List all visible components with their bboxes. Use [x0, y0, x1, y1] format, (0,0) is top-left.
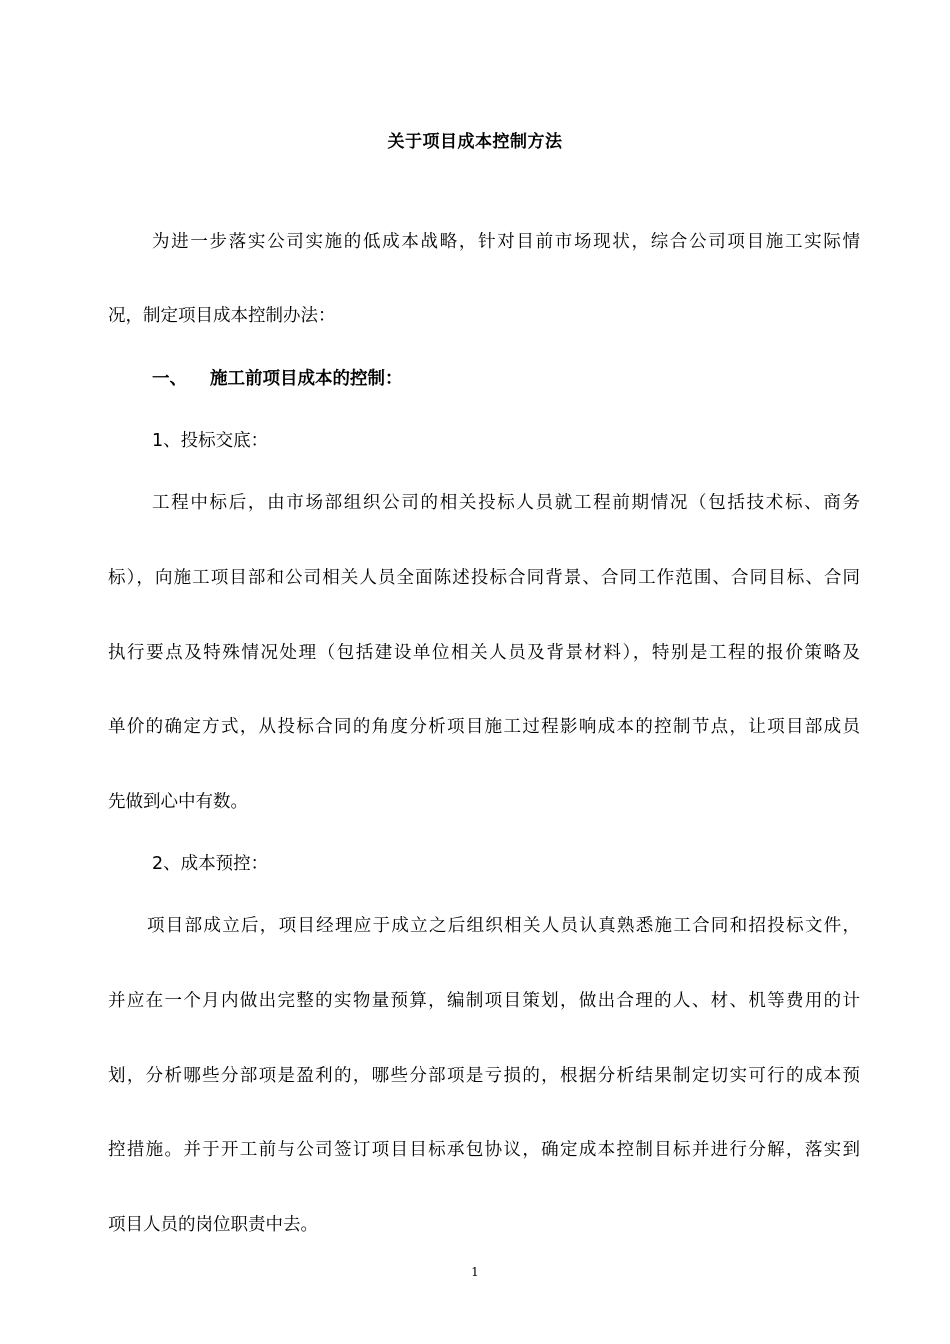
document-title: 关于项目成本控制方法 — [387, 132, 563, 152]
item2-line-3: 划，分析哪些分部项是盈利的，哪些分部项是亏损的，根据分析结果制定切实可行的成本预 — [108, 1066, 860, 1086]
item2-line-5: 项目人员的岗位职责中去。 — [108, 1215, 318, 1235]
section-heading — [152, 366, 403, 392]
page-number: 1 — [471, 1265, 479, 1279]
item1-line-5: 先做到心中有数。 — [108, 792, 248, 812]
item2-line-4: 控措施。并于开工前与公司签订项目目标承包协议，确定成本控制目标并进行分解，落实到 — [108, 1140, 860, 1160]
item1-title: 1、投标交底： — [152, 431, 269, 451]
intro-line-1: 为进一步落实公司实施的低成本战略，针对目前市场现状，综合公司项目施工实际情 — [152, 232, 860, 252]
item2-line-2: 并应在一个月内做出完整的实物量预算，编制项目策划，做出合理的人、材、机等费用的计 — [108, 991, 860, 1011]
item2-title: 2、成本预控： — [152, 854, 269, 874]
item1-line-2: 标），向施工项目部和公司相关人员全面陈述投标合同背景、合同工作范围、合同目标、合同 — [108, 568, 860, 588]
item1-line-3: 执行要点及特殊情况处理（包括建设单位相关人员及背景材料），特别是工程的报价策略及 — [108, 643, 860, 663]
section-heading-text: 施工前项目成本的控制： — [210, 369, 403, 389]
item2-line-1: 项目部成立后，项目经理应于成立之后组织相关人员认真熟悉施工合同和招投标文件， — [147, 916, 860, 936]
item1-line-4: 单价的确定方式，从投标合同的角度分析项目施工过程影响成本的控制节点，让项目部成员 — [108, 717, 860, 737]
section-number: 一、 — [152, 369, 187, 389]
item1-line-1: 工程中标后，由市场部组织公司的相关投标人员就工程前期情况（包括技术标、商务 — [152, 493, 860, 513]
intro-line-2: 况，制定项目成本控制办法： — [108, 306, 336, 326]
